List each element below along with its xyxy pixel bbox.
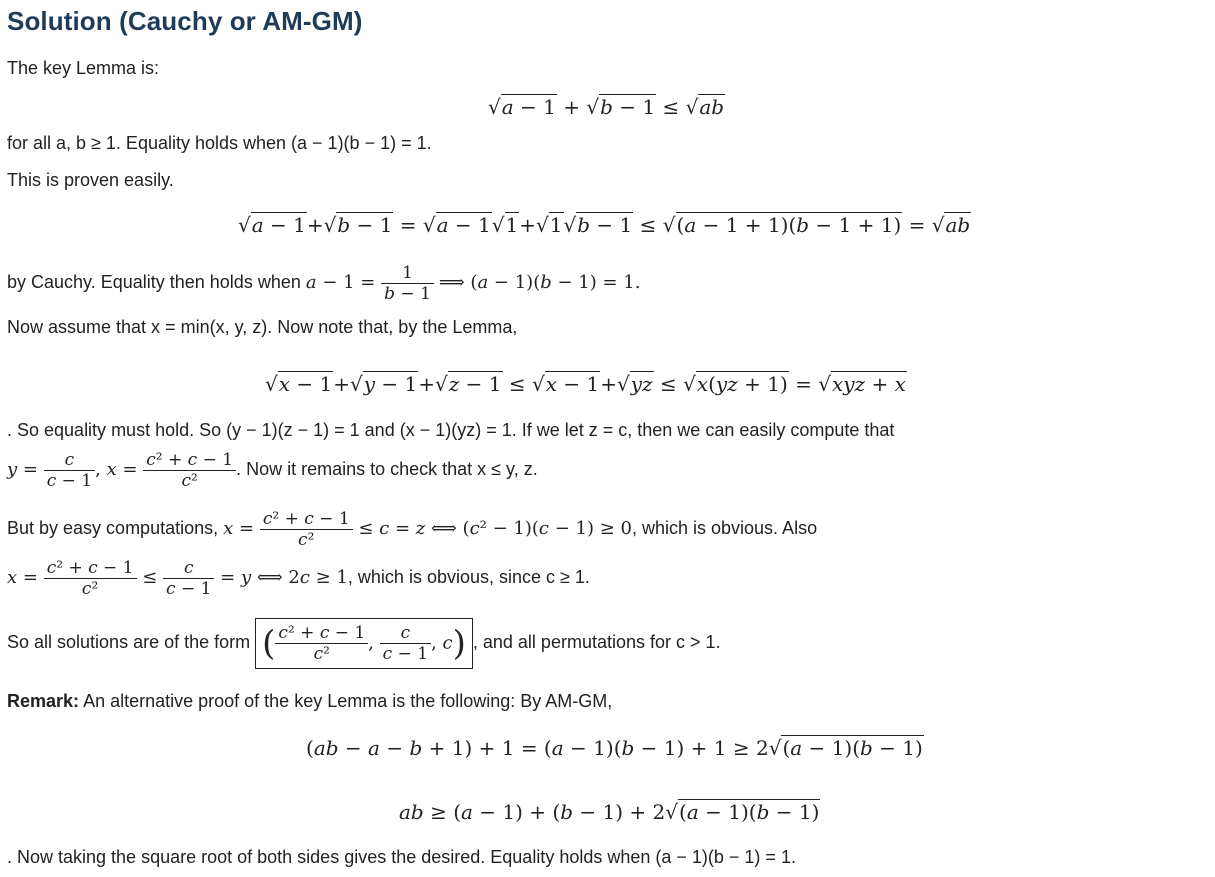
- y-x-formula-line: y = $\frac{c}{c - 1}$ , x = $\frac{\text{c² + c − 1}}{\text{c²}}$ . Now it remains to check that x ≤ y, z.: [7, 449, 538, 491]
- lemma-equation: √a − 1 + √b − 1 ≤ √ab: [488, 95, 725, 119]
- solutions-prefix-text: So all solutions are of the form: [7, 632, 251, 652]
- remark-text: An alternative proof of the key Lemma is the following: By AM-GM,: [83, 691, 613, 711]
- check-text: . Now it remains to check that x ≤ y, z.: [236, 459, 538, 479]
- intro-text: The key Lemma is:: [7, 58, 160, 78]
- boxed-solution: ( $\frac{\text{c² + c − 1}}{\text{c²}}$ , $\frac{c}{c - 1}$ , c): [255, 618, 473, 669]
- amgm-equation-2: ab ≥ (a − 1) + (b − 1) + 2√(a − 1)(b − 1): [399, 800, 820, 824]
- obvious-text-1: , which is obvious. Also: [631, 518, 818, 538]
- page-title: Solution (Cauchy or AM-GM): [7, 6, 363, 36]
- final-text: . Now taking the square root of both sides gives the desired. Equality holds when (a − 1)(b − 1) = 1.: [7, 847, 796, 867]
- lemma-condition-text: for all a, b ≥ 1. Equality holds when (a − 1)(b − 1) = 1.: [7, 133, 432, 153]
- computation-line-2: x = $\frac{\text{c² + c − 1}}{\text{c²}}$ ≤ $\frac{c}{c - 1}$ = y ⟺ 2c ≥ 1, which is obvious, since c ≥ 1.: [7, 557, 590, 599]
- amgm-equation-1: (ab − a − b + 1) + 1 = (a − 1)(b − 1) + 1 ≥ 2√(a − 1)(b − 1): [306, 736, 923, 760]
- computation-line-1: But by easy computations, x = $\frac{\text{c² + c − 1}}{\text{c²}}$ ≤ c = z ⟺ (c² − 1)(c − 1) ≥ 0, which is obvious. Also: [7, 508, 818, 550]
- obvious-text-2: , which is obvious, since c ≥ 1.: [347, 567, 590, 587]
- cauchy-equality-line: by Cauchy. Equality then holds when a − 1 = $\frac{1}{b - 1}$ ⟹ (a − 1)(b − 1) = 1.: [7, 262, 641, 304]
- but-text: But by easy computations,: [7, 518, 219, 538]
- cauchy-text: by Cauchy. Equality then holds when: [7, 272, 301, 292]
- solutions-line: [7, 608, 721, 676]
- solutions-suffix-text: , and all permutations for c > 1.: [472, 632, 721, 652]
- remark-line: [7, 690, 612, 712]
- remark-label: Remark:: [7, 691, 80, 711]
- cauchy-equation: √a − 1+√b − 1 = √a − 1√1+√1√b − 1 ≤ √(a − 1 + 1)(b − 1 + 1) = √ab: [238, 213, 971, 237]
- proven-text: This is proven easily.: [7, 170, 174, 190]
- equality-text: . So equality must hold. So (y − 1)(z − 1) = 1 and (x − 1)(yz) = 1. If we let z = c, then we can easily compute that: [7, 420, 895, 440]
- lemma-application-equation: √x − 1+√y − 1+√z − 1 ≤ √x − 1+√yz ≤ √x(yz + 1) = √xyz + x: [265, 372, 906, 396]
- assume-text: Now assume that x = min(x, y, z). Now note that, by the Lemma,: [7, 317, 518, 337]
